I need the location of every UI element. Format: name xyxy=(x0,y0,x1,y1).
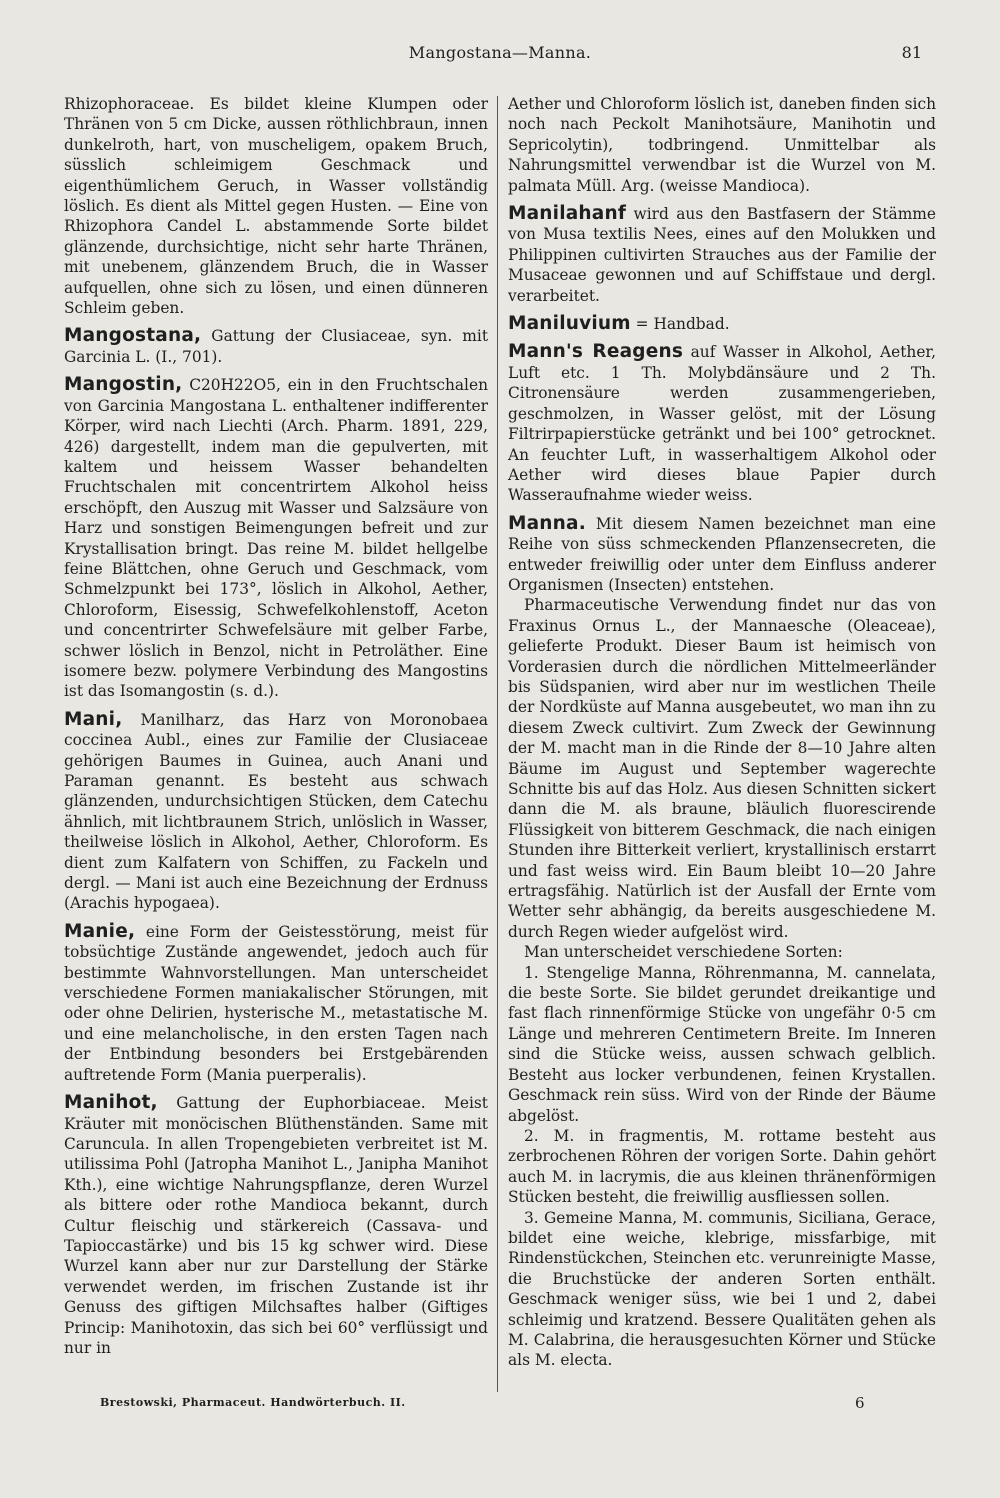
footer-imprint: Brestowski, Pharmaceut. Handwörterbuch. II. xyxy=(100,1396,406,1409)
headword: Mann's Reagens xyxy=(508,341,684,363)
paragraph xyxy=(508,942,936,962)
headword: Manihot, xyxy=(64,1092,158,1114)
entry-continuation xyxy=(64,94,488,318)
headword: Mangostana, xyxy=(64,325,202,347)
entry-text: Gattung der Clusiaceae, syn. mit Garcinia L. (I., 701). xyxy=(64,327,488,366)
paragraph xyxy=(508,595,936,942)
headword: Maniluvium xyxy=(508,313,631,335)
entry-manna xyxy=(508,514,936,596)
entry-mangostin xyxy=(64,375,488,702)
entry-manihot xyxy=(64,1093,488,1358)
entry-text: Manilharz, das Harz von Moronobaea coccinea Aubl., eines zur Familie der Clusiaceae gehörigen Baumes in Guinea, auch Anani und Paraman genannt. Es besteht aus schwach glänzenden, undurchsichtigen Stücken, dem Catechu ähnlich, mit lichtbraunem Strich, unlöslich in Wasser, theilweise löslich in Alkohol, Aether, Chloroform. Es dient zum Kalfatern von Schiffen, zu Fackeln und dergl. — Mani ist auch eine Bezeichnung der Erdnuss (Arachis hypogaea). xyxy=(64,710,488,913)
entry-manns-reagens xyxy=(508,342,936,505)
page-number: 81 xyxy=(901,43,922,62)
headword: Mangostin, xyxy=(64,374,183,396)
column-divider xyxy=(497,96,498,1392)
entry-text: Aether und Chloroform löslich ist, daneben finden sich noch nach Peckolt Manihotsäure, Manihotin und Sepricolytin), todbringend. Unmittelbar als Nahrungsmittel verwendbar ist die Wurzel von M. palmata Müll. Arg. (weisse Mandioca). xyxy=(508,95,936,195)
headword: Manna. xyxy=(508,512,586,534)
entry-continuation xyxy=(508,94,936,196)
left-column xyxy=(64,94,488,1358)
entry-text: Pharmaceutische Verwendung findet nur das von Fraxinus Ornus L., der Mannaesche (Oleaceae), gelieferte Produkt. Dieser Baum ist heimisch von Vorderasien durch die nördlichen Mittelmeerländer bis Südspanien, wird aber nur im westlichen Theile der Nordküste auf Manna ausgebeutet, wo man ihn zu diesem Zweck cultivirt. Zum Zweck der Gewinnung der M. macht man in die Rinde der 8—10 Jahre alten Bäume im August und September wagerechte Schnitte bis auf das Holz. Aus diesen Schnitten sickert dann die M. als braune, bläulich fluorescirende Flüssigkeit von bitterem Geschmack, die nach einigen Stunden ihre Bitterkeit verliert, krystallinisch erstarrt und fast weiss wird. Ein Baum bleibt 10—20 Jahre ertragsfähig. Natürlich ist der Ausfall der Ernte vom Wetter sehr abhängig, da bereits ausgeschiedene M. durch Regen wieder aufgelöst wird. xyxy=(508,596,936,941)
paragraph xyxy=(508,1208,936,1371)
entry-text: 1. Stengelige Manna, Röhrenmanna, M. cannelata, die beste Sorte. Sie bildet gerundet dreikantige und fast flach rinnenförmige Stücke von ungefähr 0·5 cm Länge und mehreren Centimetern Breite. Im Inneren sind die Stücke weiss, aussen schwach gelblich. Besteht aus locker verbundenen, feinen Krystallen. Geschmack rein süss. Wird von der Rinde der Bäume abgelöst. xyxy=(508,963,936,1125)
entry-text: Rhizophoraceae. Es bildet kleine Klumpen oder Thränen von 5 cm Dicke, aussen röthlichbraun, innen dunkelroth, hart, von muscheligem, opakem Bruch, süsslich schleimigem Geschmack und eigenthümlichem Geruch, in Wasser vollständig löslich. Es dient als Mittel gegen Husten. — Eine von Rhizophora Candel L. abstammende Sorte bildet glänzende, durchsichtige, nicht sehr harte Thränen, mit unebenem, glänzendem Bruch, die in Wasser aufquellen, ohne sich zu lösen, und einen dünneren Schleim geben. xyxy=(64,95,488,318)
entry-text: eine Form der Geistesstörung, meist für tobsüchtige Zustände angewendet, jedoch auch für bestimmte Wahnvorstellungen. Man unterscheidet verschiedene Formen maniakalischer Störungen, mit oder ohne Delirien, hysterische M., metastatische M. und eine melancholische, in den ersten Tagen nach der Entbindung besonders bei Erstgebärenden auftretende Form (Mania puerperalis). xyxy=(64,922,488,1084)
right-column xyxy=(508,94,936,1371)
entry-text: 3. Gemeine Manna, M. communis, Siciliana, Gerace, bildet eine weiche, klebrige, missfarbige, mit Rindenstückchen, Steinchen etc. verunreinigte Masse, die Bruchstücke der anderen Sorten enthält. Geschmack weniger süss, wie bei 1 und 2, dabei schleimig und kratzend. Bessere Qualitäten gehen als M. Calabrina, die herausgesuchten Körner und Stücke als M. electa. xyxy=(508,1208,936,1370)
page-header xyxy=(0,43,1000,67)
headword: Manie, xyxy=(64,920,136,942)
paragraph xyxy=(508,1126,936,1208)
entry-mani xyxy=(64,710,488,914)
entry-text: Man unterscheidet verschiedene Sorten: xyxy=(524,943,843,962)
entry-text: Mit diesem Namen bezeichnet man eine Reihe von süss schmeckenden Pflanzensecreten, die entweder freiwillig oder unter dem Einfluss anderer Organismen (Insecten) entstehen. xyxy=(508,514,936,594)
running-title: Mangostana—Manna. xyxy=(408,43,592,62)
entry-text: C20H22O5, ein in den Fruchtschalen von Garcinia Mangostana L. enthaltener indifferenter Körper, wird nach Liechti (Arch. Pharm. 1891, 229, 426) dargestellt, indem man die gepulverten, mit kaltem und heissem Wasser behandelten Fruchtschalen mit concentrirtem Alkohol heiss erschöpft, den Auszug mit Wasser und Salzsäure von Harz und sonstigen Beimengungen befreit und zur Krystallisation bringt. Das reine M. bildet hellgelbe feine Blättchen, ohne Geruch und Geschmack, vom Schmelzpunkt bei 173°, löslich in Alkohol, Aether, Chloroform, Eisessig, Schwefelkohlenstoff, Aceton und concentrirter Schwefelsäure mit gelber Farbe, schwer löslich in Benzol, nicht in Petroläther. Eine isomere bezw. polymere Verbindung des Mangostins ist das Isomangostin (s. d.). xyxy=(64,376,488,701)
entry-text: = Handbad. xyxy=(630,315,730,334)
entry-text: wird aus den Bastfasern der Stämme von Musa textilis Nees, eines auf den Molukken und Philippinen cultivirten Strauches aus der Familie der Musaceae gewonnen und auf Schiffstaue und dergl. verarbeitet. xyxy=(508,205,936,305)
paragraph xyxy=(508,963,936,1126)
entry-text: 2. M. in fragmentis, M. rottame besteht aus zerbrochenen Röhren der vorigen Sorte. Dahin gehört auch M. in lacrymis, die aus kleinen thränenförmigen Stücken besteht, die freiwillig ausfliessen sollen. xyxy=(508,1126,936,1207)
entry-manilahanf xyxy=(508,204,936,306)
entry-text: auf Wasser in Alkohol, Aether, Luft etc. 1 Th. Molybdänsäure und 2 Th. Citronensäure werden zusammengerieben, geschmolzen, in Wasser gelöst, mit der Lösung Filtrirpapierstücke getränkt und bei 100° getrocknet. An feuchter Luft, in wasserhaltigem Alkohol oder Aether wird dieses blaue Papier durch Wasseraufnahme wieder weiss. xyxy=(508,343,936,505)
entry-maniluvium xyxy=(508,314,936,334)
headword: Mani, xyxy=(64,708,123,730)
entry-text: Gattung der Euphorbiaceae. Meist Kräuter mit monöcischen Blüthenständen. Same mit Caruncula. In allen Tropengebieten verbreitet ist M. utilissima Pohl (Jatropha Manihot L., Janipha Manihot Kth.), eine wichtige Nahrungspflanze, deren Wurzel als bittere oder rothe Mandioca bekannt, durch Cultur fleischig und stärkereich (Cassava- und Tapioccastärke) und bis 15 kg schwer wird. Diese Wurzel kann aber nur zur Darstellung der Stärke verwendet werden, im frischen Zustande ist ihr Genuss des giftigen Milchsaftes halber (Giftiges Princip: Manihotoxin, das sich bei 60° verflüssigt und nur in xyxy=(64,1094,488,1357)
entry-manie xyxy=(64,922,488,1085)
headword: Manilahanf xyxy=(508,203,627,225)
signature-mark: 6 xyxy=(855,1394,865,1412)
entry-mangostana xyxy=(64,326,488,367)
